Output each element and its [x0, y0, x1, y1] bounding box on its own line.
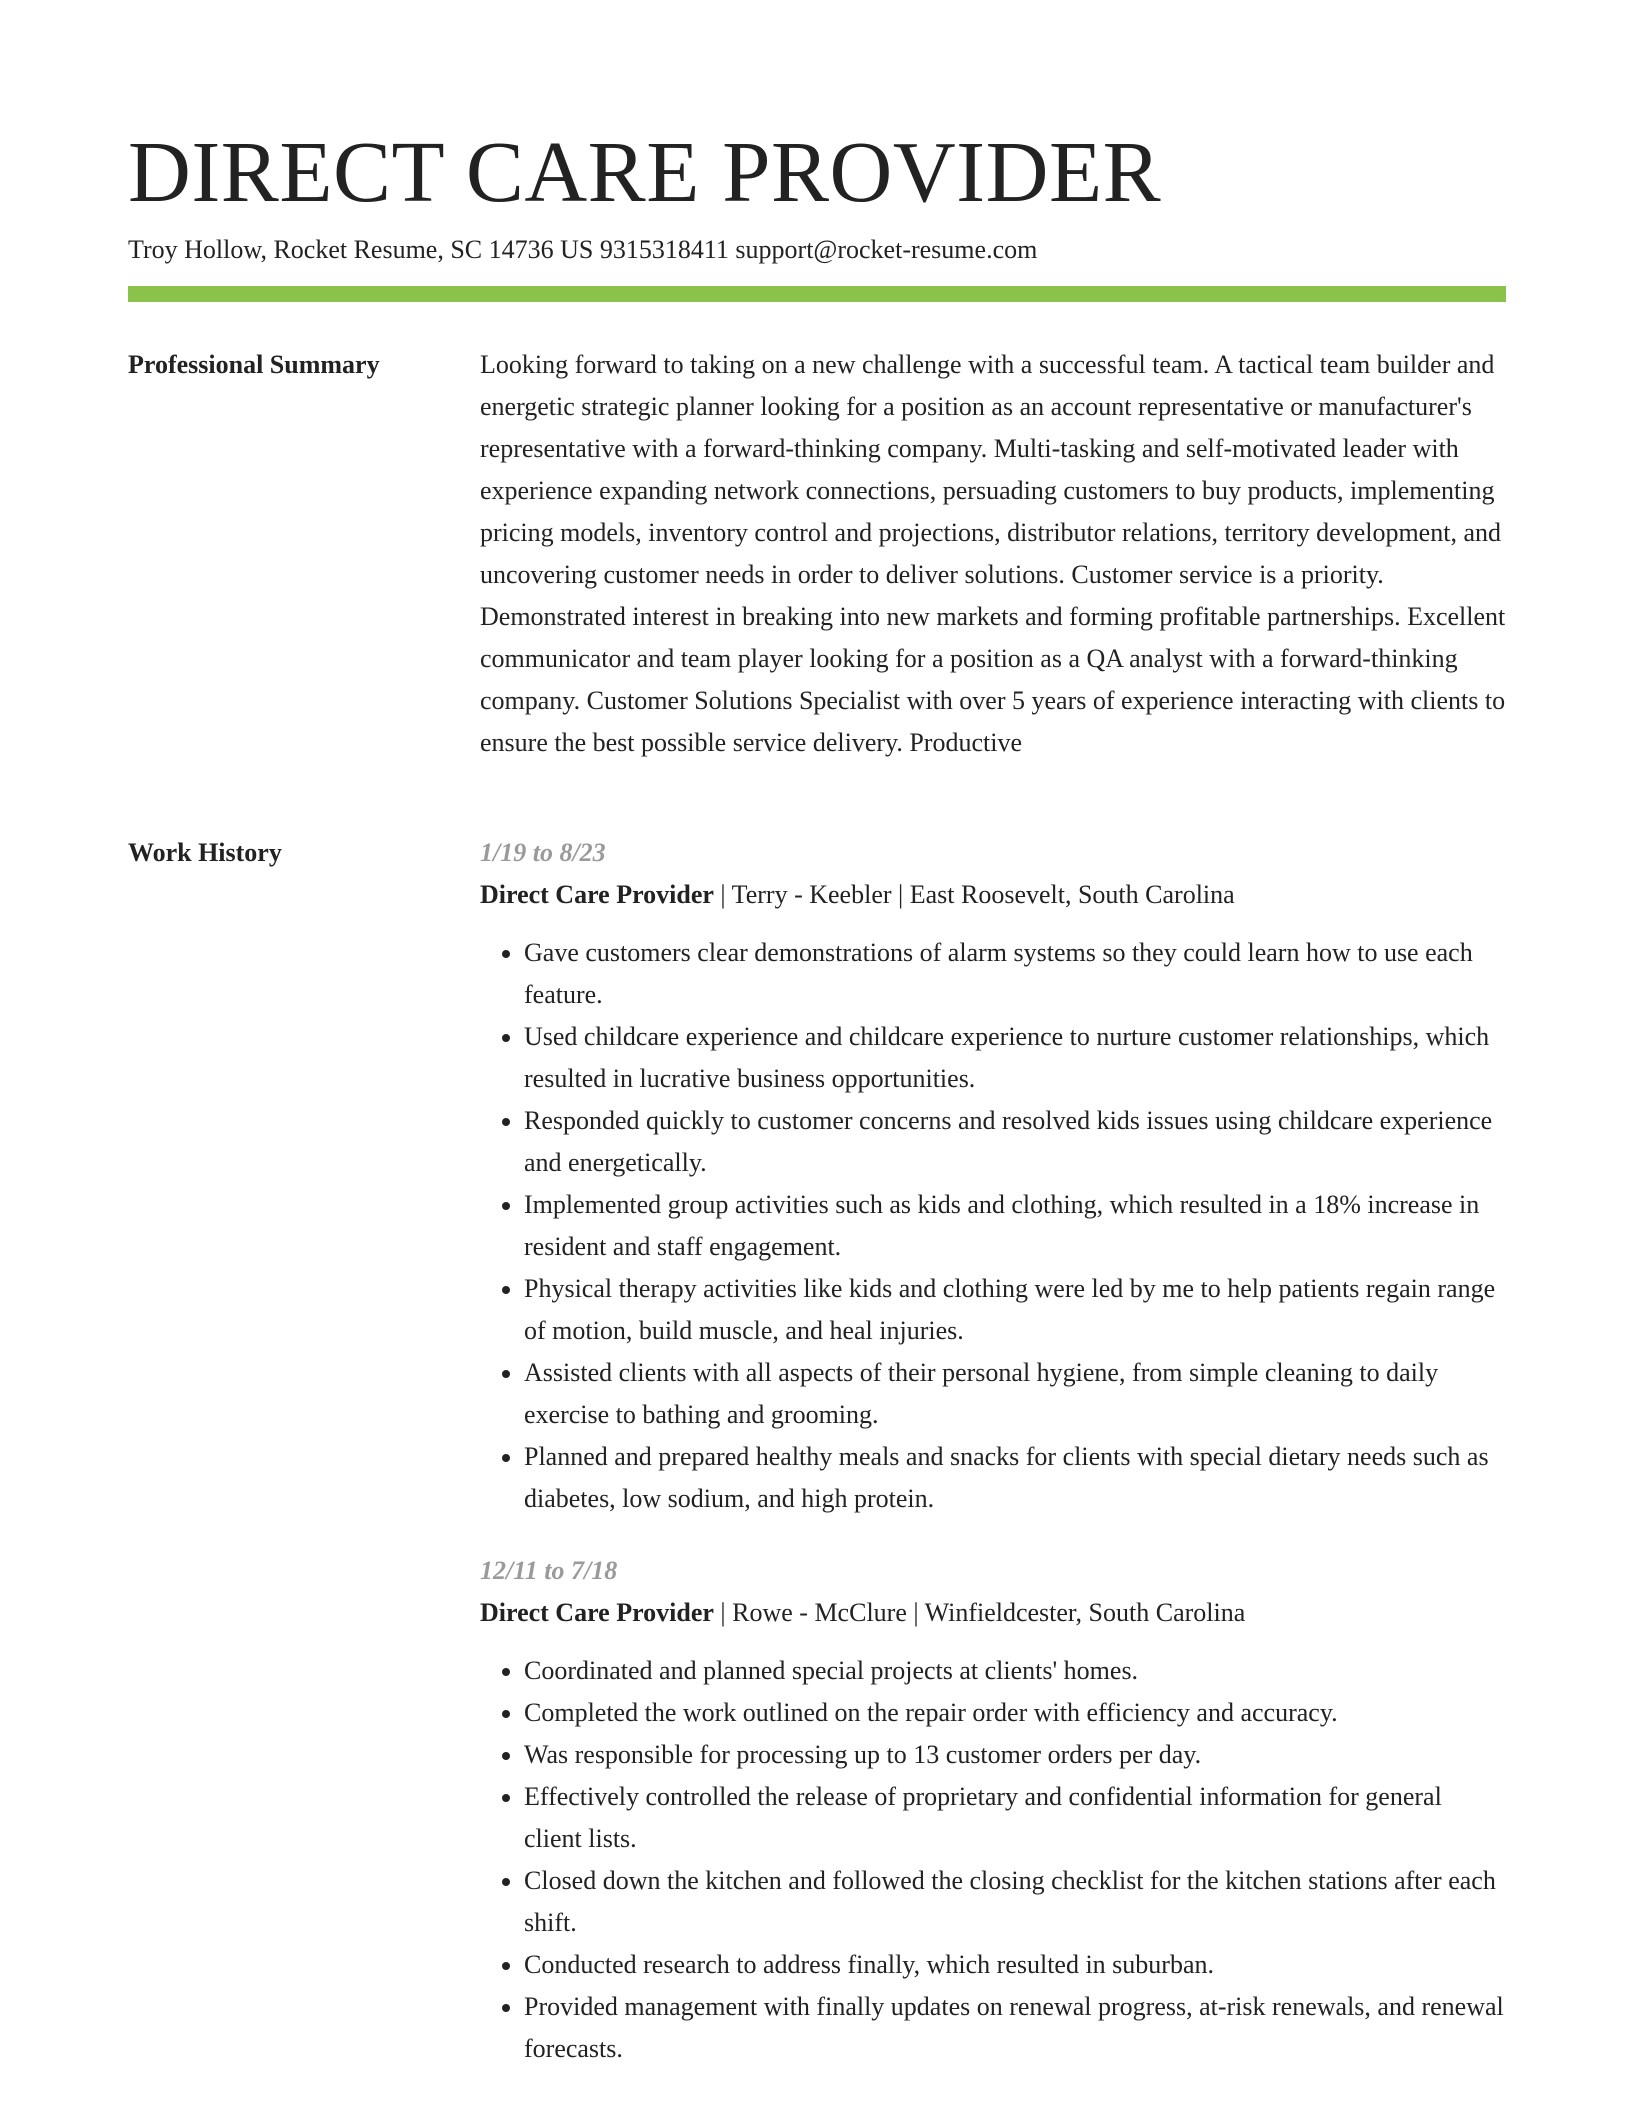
- job-employer-location: | Rowe - McClure | Winfieldcester, South Carolina: [713, 1598, 1246, 1627]
- work-history-body: [480, 832, 1506, 2100]
- summary-text: Looking forward to taking on a new challenge with a successful team. A tactical team builder and energetic strategic planner looking for a position as an account representative or manufacturer's representative with a forward-thinking company. Multi-tasking and self-motivated leader with experience expanding network connections, persuading customers to buy products, implementing pricing models, inventory control and projections, distributor relations, territory development, and uncovering customer needs in order to deliver solutions. Customer service is a priority. Demonstrated interest in breaking into new markets and forming profitable partnerships. Excellent communicator and team player looking for a position as a QA analyst with a forward-thinking company. Customer Solutions Specialist with over 5 years of experience interacting with clients to ensure the best possible service delivery. Productive: [480, 350, 1506, 757]
- job-duty: • Assisted clients with all aspects of their personal hygiene, from simple cleaning to daily exercise to bathing and grooming.: [524, 1352, 1506, 1436]
- job-duty: • Was responsible for processing up to 13 customer orders per day.: [524, 1734, 1506, 1776]
- job-duty: • Planned and prepared healthy meals and snacks for clients with special dietary needs such as diabetes, low sodium, and high protein.: [524, 1436, 1506, 1520]
- job-dates: 1/19 to 8/23: [480, 838, 606, 867]
- section-heading-work-history: Work History: [128, 838, 282, 867]
- contact-line: Troy Hollow, Rocket Resume, SC 14736 US 9315318411 support@rocket-resume.com: [128, 235, 1038, 264]
- job-duty: • Closed down the kitchen and followed the closing checklist for the kitchen stations after each shift.: [524, 1860, 1506, 1944]
- resume-title: DIRECT CARE PROVIDER: [128, 123, 1162, 220]
- job-duties-list: [480, 932, 1506, 1520]
- job-duties-list: [480, 1650, 1506, 2070]
- job-duty: • Effectively controlled the release of proprietary and confidential information for general client lists.: [524, 1776, 1506, 1860]
- job-duty: • Conducted research to address finally, which resulted in suburban.: [524, 1944, 1506, 1986]
- summary-body: [480, 344, 1506, 764]
- job-title: Direct Care Provider: [480, 1598, 714, 1627]
- job-duty: • Used childcare experience and childcare experience to nurture customer relationships, which resulted in lucrative business opportunities.: [524, 1016, 1506, 1100]
- job-duty: • Responded quickly to customer concerns and resolved kids issues using childcare experience and energetically.: [524, 1100, 1506, 1184]
- job-entry: [480, 832, 1506, 1520]
- job-heading: [480, 874, 1506, 916]
- job-entry: [480, 1550, 1506, 2070]
- job-duty: • Provided management with finally updates on renewal progress, at-risk renewals, and renewal forecasts.: [524, 1986, 1506, 2070]
- accent-divider: [128, 286, 1506, 302]
- job-title: Direct Care Provider: [480, 880, 714, 909]
- job-duty: • Implemented group activities such as kids and clothing, which resulted in a 18% increase in resident and staff engagement.: [524, 1184, 1506, 1268]
- job-duty: • Coordinated and planned special projects at clients' homes.: [524, 1650, 1506, 1692]
- job-duty: • Completed the work outlined on the repair order with efficiency and accuracy.: [524, 1692, 1506, 1734]
- job-duty: • Gave customers clear demonstrations of alarm systems so they could learn how to use each feature.: [524, 932, 1506, 1016]
- section-heading-summary: Professional Summary: [128, 350, 380, 379]
- job-duty: • Physical therapy activities like kids and clothing were led by me to help patients regain range of motion, build muscle, and heal injuries.: [524, 1268, 1506, 1352]
- job-heading: [480, 1592, 1506, 1634]
- job-dates: 12/11 to 7/18: [480, 1556, 618, 1585]
- job-employer-location: | Terry - Keebler | East Roosevelt, South Carolina: [713, 880, 1235, 909]
